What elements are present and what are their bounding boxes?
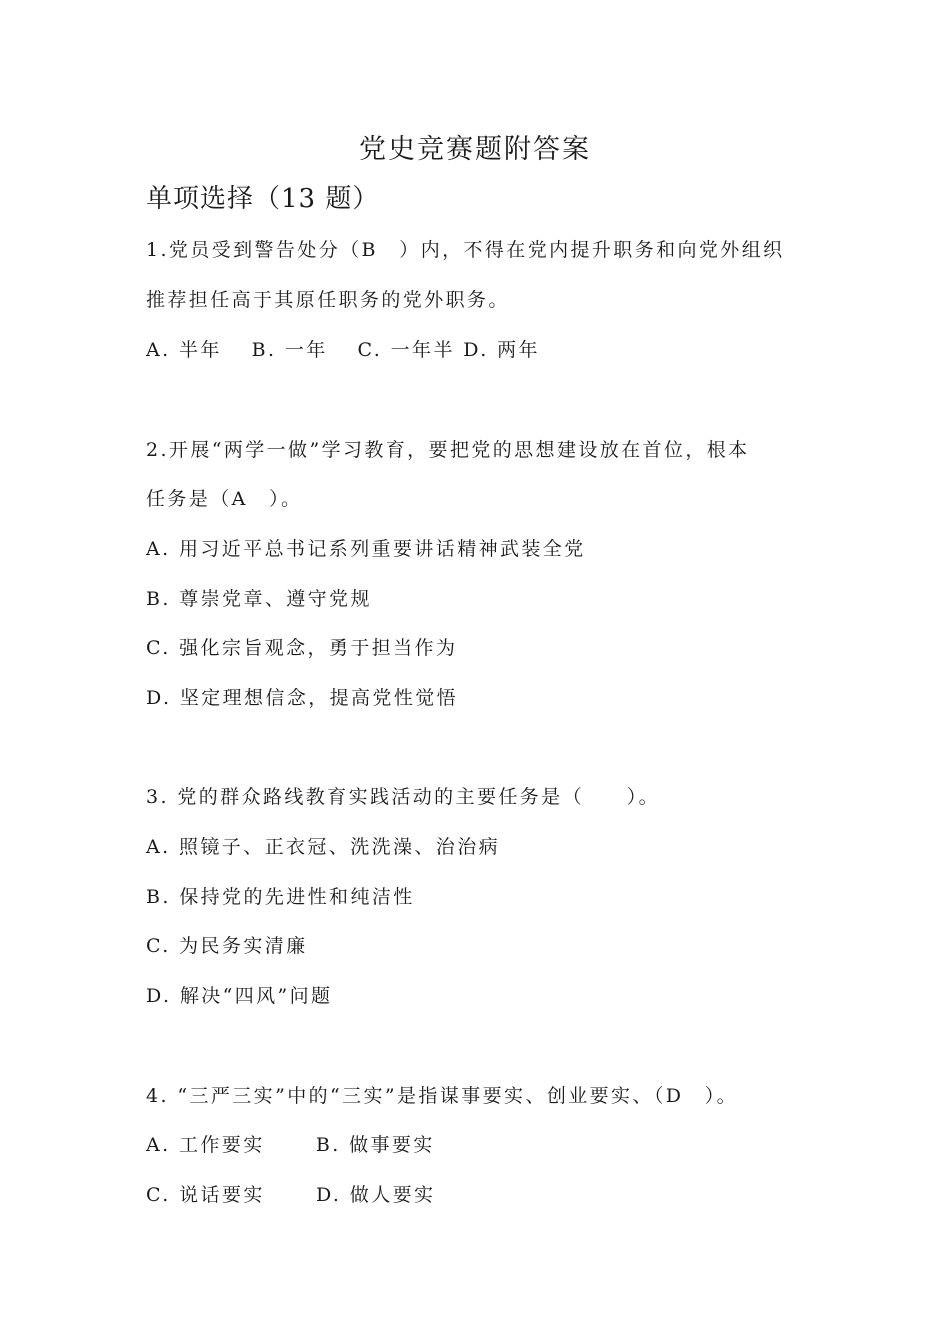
- question-3-option-a: A. 照镜子、正衣冠、洗洗澡、治治病: [146, 836, 501, 858]
- question-3-option-d: D. 解决“四风”问题: [146, 985, 333, 1007]
- question-3-option-b: B. 保持党的先进性和纯洁性: [146, 886, 415, 908]
- question-2-option-a: A. 用习近平总书记系列重要讲话精神武装全党: [146, 538, 586, 560]
- question-2-line-1: 2.开展“两学一做”学习教育，要把党的思想建设放在首位，根本: [146, 439, 750, 461]
- question-2-option-d: D. 坚定理想信念，提高党性觉悟: [146, 687, 459, 709]
- question-4-options-row-1: A. 工作要实 B. 做事要实: [146, 1134, 435, 1156]
- question-2-option-b: B. 尊崇党章、遵守党规: [146, 588, 372, 610]
- question-4-options-row-2: C. 说话要实 D. 做人要实: [146, 1184, 436, 1206]
- question-1-line-1: 1.党员受到警告处分（B ）内，不得在党内提升职务和向党外组织: [146, 239, 785, 261]
- question-2-line-2: 任务是（A ）。: [146, 488, 303, 510]
- question-3-option-c: C. 为民务实清廉: [146, 935, 308, 957]
- section-heading: 单项选择（13 题）: [146, 184, 380, 214]
- question-1-line-2: 推荐担任高于其原任职务的党外职务。: [146, 289, 510, 311]
- question-2-option-c: C. 强化宗旨观念，勇于担当作为: [146, 637, 458, 659]
- question-3-line-1: 3. 党的群众路线教育实践活动的主要任务是（ ）。: [146, 786, 661, 808]
- document-title: 党史竞赛题附答案: [359, 134, 591, 165]
- question-4-line-1: 4. “三严三实”中的“三实”是指谋事要实、创业要实、（D ）。: [146, 1085, 739, 1107]
- question-1-options: A. 半年 B. 一年 C. 一年半 D. 两年: [146, 339, 540, 361]
